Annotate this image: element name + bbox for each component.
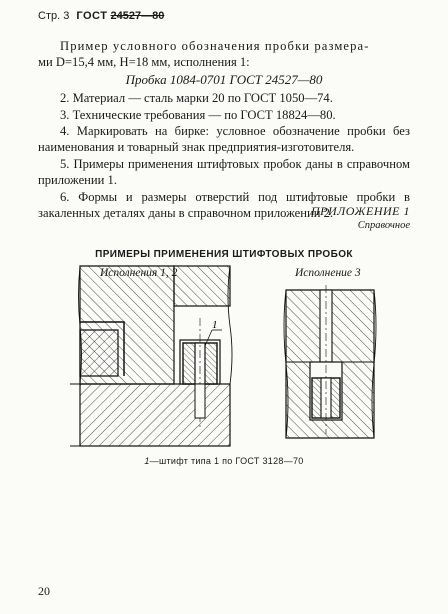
appendix-subtitle: Справочное (357, 220, 410, 231)
caption-variant-3: Исполнение 3 (295, 267, 361, 279)
page-label: Стр. 3 (38, 10, 70, 22)
section-title: ПРИМЕРЫ ПРИМЕНЕНИЯ ШТИФТОВЫХ ПРОБОК (95, 249, 353, 260)
appendix-title: ПРИЛОЖЕНИЕ 1 (311, 204, 410, 218)
page-number: 20 (38, 584, 50, 598)
standard-label: ГОСТ (76, 10, 108, 22)
footnote-text: —штифт типа 1 по ГОСТ 3128—70 (149, 456, 304, 466)
figure-right (284, 285, 376, 438)
paragraph-1a: Пример условного обозначения пробки размера- (60, 39, 370, 53)
paragraph-4: 4. Маркировать на бирке: условное обозначение пробки без наименования и товарный знак предприятия-изготовителя. (38, 124, 410, 155)
footnote-marker: 1 (144, 456, 150, 466)
designation-example: Пробка 1084-0701 ГОСТ 24527—80 (125, 71, 323, 87)
figure-left (70, 264, 232, 446)
paragraph-1b: ми D=15,4 мм, H=18 мм, исполнения 1: (38, 55, 250, 70)
paragraph-2: 2. Материал — сталь марки 20 по ГОСТ 1050—74. (60, 91, 333, 106)
paragraph-5: 5. Примеры применения штифтовых пробок даны в справочном приложении 1. (38, 156, 410, 188)
standard-number: 24527—80 (110, 10, 165, 22)
callout-label: 1 (212, 319, 218, 331)
figure-footnote (0, 456, 448, 466)
paragraph-3: 3. Технические требования — по ГОСТ 18824—80. (60, 107, 336, 122)
paragraph-6: 6. Формы и размеры отверстий под штифтовые пробки в закаленных деталях даны в справочном приложении 2. (38, 189, 410, 221)
